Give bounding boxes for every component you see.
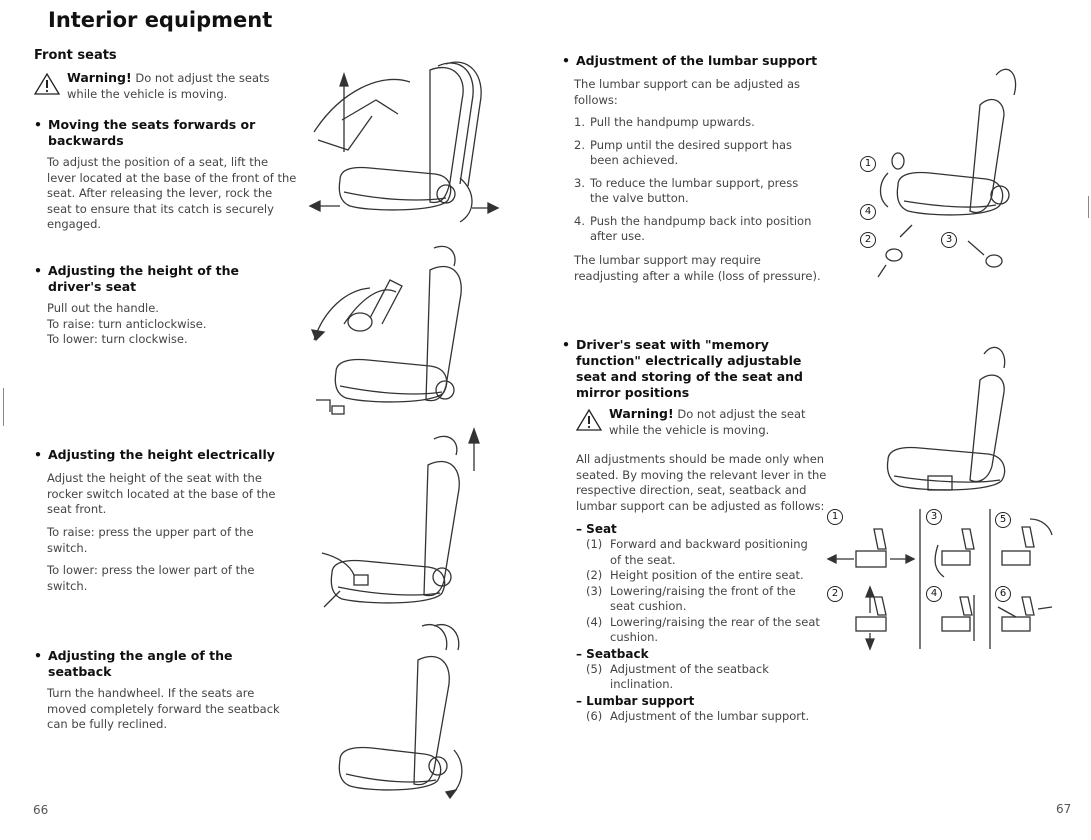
section-body-seatback-angle: Turn the handwheel. If the seats are moved completely forward the seatback can be fully reclined. xyxy=(47,686,280,731)
warning-line-1: Do not adjust the seats xyxy=(135,71,270,85)
section-body-height-electric: Adjust the height of the seat with the rocker switch located at the base of the seat front. xyxy=(47,471,276,516)
warning-triangle-icon xyxy=(576,408,602,432)
section-heading-seatback-angle: • Adjusting the angle of the seatback xyxy=(34,648,233,679)
section-body-lower: To lower: press the lower part of the switch. xyxy=(47,563,255,593)
callout-1: 1 xyxy=(827,509,843,525)
lumbar-heading: • Adjustment of the lumbar support xyxy=(562,53,818,68)
section-body-move-seats: To adjust the position of a seat, lift the lever located at the base of the front of the seat. After releasing the lever, rock the seat to ensure that its catch is securely engaged. xyxy=(47,155,297,231)
warning-label: Warning! xyxy=(67,70,132,85)
callout-6: 6 xyxy=(995,586,1011,602)
callout-4: 4 xyxy=(926,586,942,602)
callout-4: 4 xyxy=(860,204,876,220)
callout-1: 1 xyxy=(860,156,876,172)
section-heading-height-electric: • Adjusting the height electrically xyxy=(34,447,275,462)
margin-mark xyxy=(1088,196,1089,218)
lumbar-step: 2. Pump until the desired support has xyxy=(574,137,793,152)
callout-5: 5 xyxy=(995,512,1011,528)
section-body-height-driver: Pull out the handle. To raise: turn anticlockwise. To lower: turn clockwise. xyxy=(47,301,207,346)
memory-warning-text: Warning! Do not adjust the seat while the vehicle is moving. xyxy=(609,406,806,437)
seat-height-electric-illustration xyxy=(310,425,500,615)
seat-height-handle-illustration xyxy=(300,240,490,420)
margin-mark xyxy=(3,388,4,426)
lumbar-step: 1. Pull the handpump upwards. xyxy=(574,115,755,129)
lumbar-pump-illustration xyxy=(860,55,1060,295)
page-number-left: 66 xyxy=(33,803,49,817)
memory-heading: • Driver's seat with "memory function" electrically adjustable seat and storing of the seat and mirror positions xyxy=(562,337,804,400)
warning-text xyxy=(67,70,270,102)
lumbar-note: The lumbar support may require readjusting after a while (loss of pressure). xyxy=(574,253,821,283)
callout-2: 2 xyxy=(827,586,843,602)
seat-fore-aft-illustration xyxy=(300,52,530,227)
warning-line-2: while the vehicle is moving. xyxy=(67,86,228,101)
memory-switch-diagram xyxy=(820,505,1070,655)
memory-intro: All adjustments should be made only when seated. By moving the relevant lever in the respective direction, seat, seatback and lumbar support can be adjusted as follows: xyxy=(576,452,827,513)
lumbar-step: 3. To reduce the lumbar support, press xyxy=(574,175,799,190)
section-body-raise: To raise: press the upper part of the switch. xyxy=(47,525,254,555)
callout-3: 3 xyxy=(926,509,942,525)
callout-3: 3 xyxy=(941,232,957,248)
page-title: Interior equipment xyxy=(48,8,273,32)
memory-seat-illustration xyxy=(880,340,1030,510)
seat-label: – Seat xyxy=(576,522,617,536)
page-number-right: 67 xyxy=(1056,802,1072,816)
section-heading-move-seats: • Moving the seats forwards or backwards xyxy=(34,117,256,148)
seatback-label: – Seatback xyxy=(576,646,649,661)
seatback-angle-illustration xyxy=(330,620,490,800)
lumbar-support-label: – Lumbar support xyxy=(576,693,695,708)
memory-adjustments-list: – Seat (1) Forward and backward positioning of the seat. (2) Height position of the entire seat. (3) Lowering/raising the front of the seat cushion. (4) Lowering/raising the rear of the seat cushion. – Seatback (5) Adjustment of the seatback inclination. – Lumbar support (6) Adjustment of the lumbar support. xyxy=(576,521,836,724)
warning-label: Warning! xyxy=(609,406,674,421)
lumbar-steps: 1. Pull the handpump upwards. 2. Pump until the desired support has been achieved. 3. To reduce the lumbar support, press the valve button. 4. Push the handpump back into position after use. xyxy=(574,115,834,245)
lumbar-step: 4. Push the handpump back into position xyxy=(574,213,812,228)
front-seats-heading: Front seats xyxy=(34,48,117,63)
section-heading-height-driver: • Adjusting the height of the driver's seat xyxy=(34,263,239,294)
lumbar-intro: The lumbar support can be adjusted as follows: xyxy=(574,77,801,107)
callout-2: 2 xyxy=(860,232,876,248)
warning-triangle-icon xyxy=(34,72,60,96)
